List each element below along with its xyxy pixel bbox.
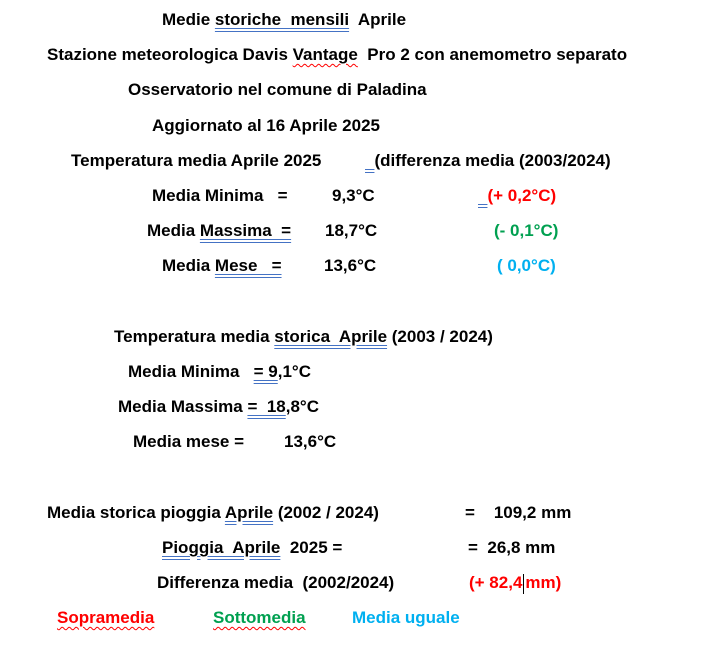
rain-diff-part: (+ 82,4	[469, 573, 523, 592]
title-part: storiche mensili	[214, 10, 350, 29]
historic-max	[118, 397, 319, 417]
historic-avg-value: 13,6°C	[284, 432, 337, 451]
rain-diff-value[interactable]	[469, 573, 561, 594]
current-max-diff: (- 0,1°C)	[494, 221, 559, 240]
rain-label-part: 2025 =	[280, 538, 343, 557]
min-eq: = 9	[253, 362, 278, 381]
min-label: Media Minima	[128, 362, 254, 381]
current-min-value: 9,3°C	[332, 186, 375, 205]
rain-diff-label: Differenza media (2002/2024)	[157, 573, 395, 592]
station-part: Vantage	[292, 45, 358, 64]
current-max-label	[147, 221, 291, 241]
updated-line: Aggiornato al 16 Aprile 2025	[152, 116, 380, 135]
rain-current-label	[162, 538, 342, 558]
station-line	[47, 45, 627, 65]
current-avg-value: 13,6°C	[324, 256, 377, 275]
legend-above: Sopramedia	[57, 608, 155, 627]
observatory-line: Osservatorio nel comune di Paladina	[128, 80, 427, 99]
label-part: Media	[147, 221, 200, 240]
rain-label-part: (2002 / 2024)	[273, 503, 379, 522]
rain-label-part: Aprile	[224, 503, 274, 522]
label-part: Massima =	[199, 221, 292, 240]
rain-label-part: Media storica pioggia	[47, 503, 225, 522]
current-min-label: Media Minima =	[152, 186, 288, 205]
title-part: Medie	[162, 10, 215, 29]
legend-equal: Media uguale	[352, 608, 460, 627]
current-max-value: 18,7°C	[325, 221, 378, 240]
rain-current-value: = 26,8 mm	[468, 538, 556, 557]
rain-label-part: Pioggia Aprile	[162, 538, 281, 557]
historic-min	[128, 362, 311, 382]
diff-heading-text: (differenza media (2003/2024)	[374, 151, 611, 170]
current-avg-diff: ( 0,0°C)	[497, 256, 556, 275]
station-part: Stazione meteorologica Davis	[47, 45, 293, 64]
current-heading: Temperatura media Aprile 2025	[71, 151, 322, 170]
rain-historic-value: = 109,2 mm	[465, 503, 572, 522]
label-part: Mese =	[214, 256, 282, 275]
heading-part: Temperatura media	[114, 327, 275, 346]
station-part: Pro 2 con anemometro separato	[357, 45, 628, 64]
label-part: Media	[162, 256, 215, 275]
rain-diff-part: mm)	[525, 573, 562, 592]
historic-avg-label: Media mese =	[133, 432, 245, 451]
min-diff-text: (+ 0,2°C)	[487, 186, 557, 205]
current-diff-heading	[365, 151, 611, 171]
heading-part: (2003 / 2024)	[387, 327, 493, 346]
max-eq: = 18	[247, 397, 286, 416]
max-label: Media Massima	[118, 397, 248, 416]
historic-heading	[114, 327, 493, 347]
heading-part: storica Aprile	[274, 327, 388, 346]
min-value: ,1°C	[277, 362, 312, 381]
rain-historic-label	[47, 503, 379, 523]
current-avg-label	[162, 256, 282, 276]
max-value: ,8°C	[285, 397, 320, 416]
doc-title	[162, 10, 406, 30]
title-part: Aprile	[349, 10, 407, 29]
legend-below: Sottomedia	[213, 608, 306, 627]
current-min-diff	[478, 186, 556, 206]
